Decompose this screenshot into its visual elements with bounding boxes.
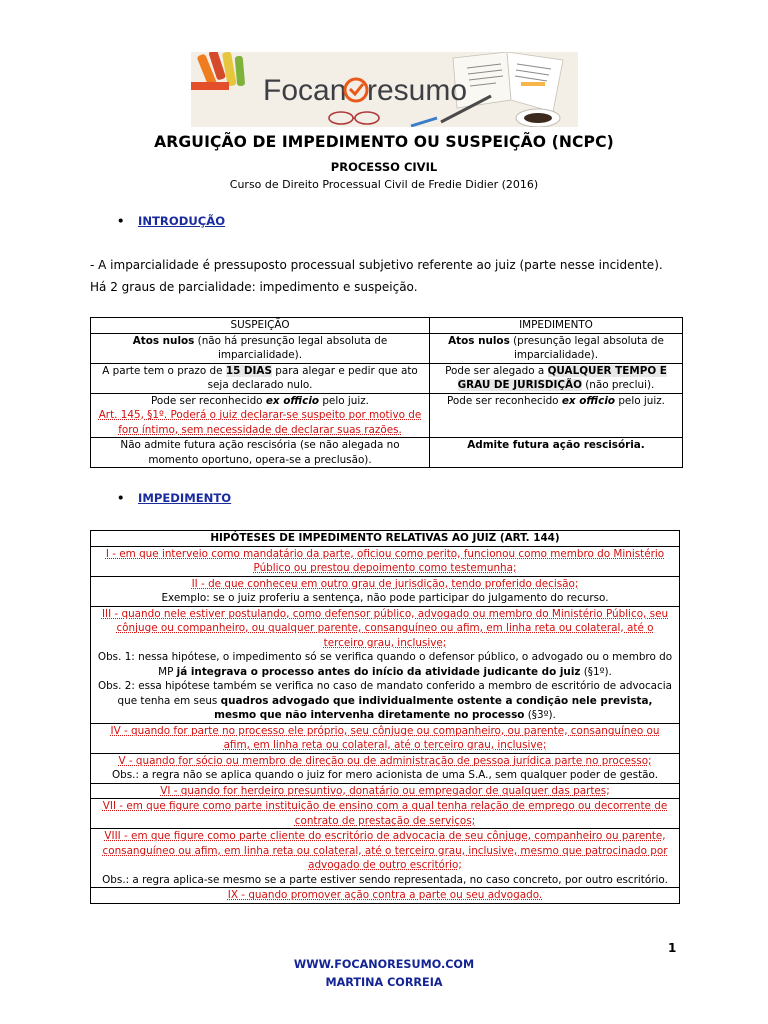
svg-text:resumo: resumo xyxy=(367,74,468,107)
table-row xyxy=(91,829,680,888)
example-text: Exemplo: se o juiz proferiu a sentença, não pode participar do julgamento do recurso. xyxy=(161,592,609,604)
law-item-vi: VI - quando for herdeiro presuntivo, donatário ou empregador de qualquer das partes; xyxy=(160,784,610,797)
table-row xyxy=(91,723,680,753)
law-item-viii: VIII - em que figure como parte cliente do escritório de advocacia de seu cônjuge, companheiro ou parente, consanguíneo ou afim, em linha reta ou colateral, até o terceiro grau, inclusive, mesmo que patrocinado por advogado de outro escritório; xyxy=(102,830,668,871)
table-row xyxy=(91,438,683,468)
law-quote: Art. 145, §1º. Poderá o juiz declarar-se suspeito por motivo de foro íntimo, sem necessidade de declarar suas razões. xyxy=(98,409,422,436)
emphasis-text: ex officio xyxy=(561,394,616,407)
table-row xyxy=(91,606,680,723)
note-text: Obs. 2: essa hipótese também se verifica no caso de mandato conferido a membro de escritório de advocacia que tenha em seus xyxy=(97,680,673,707)
cell-text: pelo juiz. xyxy=(319,394,369,407)
table-row xyxy=(91,888,680,904)
table-cell xyxy=(91,546,680,576)
table-cell xyxy=(91,829,680,888)
highlighted-text: 15 DIAS xyxy=(225,364,272,377)
course-reference: Curso de Direito Processual Civil de Fredie Didier (2016) xyxy=(229,178,539,191)
note-text: (§1º). xyxy=(580,665,612,678)
bold-text: já integrava o processo antes do início da atividade judicante do juiz xyxy=(176,665,581,678)
cell-text: pelo juiz. xyxy=(615,394,665,407)
table-cell xyxy=(91,753,680,783)
table-cell xyxy=(91,363,430,393)
cell-text: (presunção legal absoluta de imparcialidade). xyxy=(509,334,664,361)
comparison-table xyxy=(90,317,683,468)
law-item-i: I - em que interveio como mandatário da parte, oficiou como perito, funcionou como membro do Ministério Público ou prestou depoimento como testemunha; xyxy=(105,547,665,574)
table-header-row xyxy=(91,531,680,547)
emphasis-text: ex officio xyxy=(265,394,320,407)
cell-text: A parte tem o prazo de xyxy=(102,364,226,377)
note-text: Obs. 1: nessa hipótese, o impedimento só se verifica quando o defensor público, o advogado ou o membro do MP xyxy=(97,651,673,678)
site-logo xyxy=(191,52,578,127)
note-text: Obs.: a regra aplica-se mesmo se a parte estiver sendo representada, no caso concreto, por outro escritório. xyxy=(102,873,668,886)
footer-author: MARTINA CORREIA xyxy=(325,976,443,989)
section-label: IMPEDIMENTO xyxy=(138,491,232,505)
table-cell xyxy=(91,393,430,438)
bullet-icon: • xyxy=(117,214,125,228)
bullet-icon: • xyxy=(117,491,125,505)
table-row xyxy=(91,333,683,363)
table-cell xyxy=(91,576,680,606)
table-cell: Não admite futura ação rescisória (se não alegada no momento oportuno, opera-se a preclusão). xyxy=(91,438,430,468)
table-cell xyxy=(430,393,683,438)
cell-text: Pode ser reconhecido xyxy=(150,394,266,407)
table-header-row xyxy=(91,318,683,334)
table-cell: Admite futura ação rescisória. xyxy=(430,438,683,468)
column-header-impedimento: IMPEDIMENTO xyxy=(430,318,683,334)
law-item-ii: II - de que conheceu em outro grau de jurisdição, tendo proferido decisão; xyxy=(191,577,579,590)
cell-text: Pode ser alegado a xyxy=(445,364,548,377)
law-item-ix: IX - quando promover ação contra a parte ou seu advogado. xyxy=(227,889,543,901)
table-row xyxy=(91,546,680,576)
table-cell xyxy=(91,723,680,753)
law-item-iii: III - quando nele estiver postulando, como defensor público, advogado ou membro do Ministério Público, seu cônjuge ou companheiro, ou qualquer parente, consanguíneo ou afim, em linha reta ou colateral, até o terceiro grau, inclusive; xyxy=(101,607,669,649)
logo-wordmark: Focan xyxy=(263,74,347,107)
intro-paragraph: - A imparcialidade é pressuposto processual subjetivo referente ao juiz (parte nesse incidente). Há 2 graus de parcialidade: impedimento e suspeição. xyxy=(90,258,663,294)
cell-text: (não preclui). xyxy=(581,379,655,391)
logo-illustration xyxy=(191,52,578,127)
table-row xyxy=(91,576,680,606)
table-cell xyxy=(430,333,683,363)
table-row xyxy=(91,783,680,799)
table-cell xyxy=(91,783,680,799)
table-row xyxy=(91,799,680,829)
document-title: ARGUIÇÃO DE IMPEDIMENTO OU SUSPEIÇÃO (NCPC) xyxy=(154,133,614,151)
bold-text: Atos nulos xyxy=(132,334,195,347)
table-cell xyxy=(91,606,680,723)
table-cell xyxy=(91,888,680,904)
highlighted-text: QUALQUER TEMPO E GRAU DE JURISDIÇÃO xyxy=(457,364,667,391)
page-number: 1 xyxy=(668,941,677,955)
bold-text: Atos nulos xyxy=(448,334,510,347)
impedimento-hypotheses-table xyxy=(90,530,680,904)
law-item-vii: VII - em que figure como parte instituição de ensino com a qual tenha relação de emprego ou decorrente de contrato de prestação de serviços; xyxy=(102,800,668,827)
section-label: INTRODUÇÃO xyxy=(138,214,226,228)
table-row xyxy=(91,363,683,393)
footer-site-link[interactable]: WWW.FOCANORESUMO.COM xyxy=(293,958,475,971)
cell-text: para alegar e pedir que ato seja declarado nulo. xyxy=(207,364,418,391)
cell-text: (não há presunção legal absoluta de imparcialidade). xyxy=(194,334,388,361)
table-cell xyxy=(91,333,430,363)
cell-text: Pode ser reconhecido xyxy=(446,394,562,407)
law-item-iv: IV - quando for parte no processo ele próprio, seu cônjuge ou companheiro, ou parente, consanguíneo ou afim, em linha reta ou colateral, até o terceiro grau, inclusive; xyxy=(110,724,660,751)
table-row xyxy=(91,393,683,438)
table-row xyxy=(91,753,680,783)
note-text: Obs.: a regra não se aplica quando o juiz for mero acionista de uma S.A., sem qualquer poder de gestão. xyxy=(111,769,659,781)
table-cell xyxy=(91,799,680,829)
law-item-v: V - quando for sócio ou membro de direção ou de administração de pessoa jurídica parte no processo; xyxy=(118,754,652,767)
table-header: HIPÓTESES DE IMPEDIMENTO RELATIVAS AO JUIZ (ART. 144) xyxy=(91,531,680,547)
note-text: (§3º). xyxy=(524,709,556,721)
document-subtitle: PROCESSO CIVIL xyxy=(330,160,438,174)
column-header-suspeicao: SUSPEIÇÃO xyxy=(91,318,430,334)
bold-text: quadros advogado que individualmente ostente a condição nele prevista, mesmo que não intervenha diretamente no processo xyxy=(214,694,653,721)
table-cell xyxy=(430,363,683,393)
